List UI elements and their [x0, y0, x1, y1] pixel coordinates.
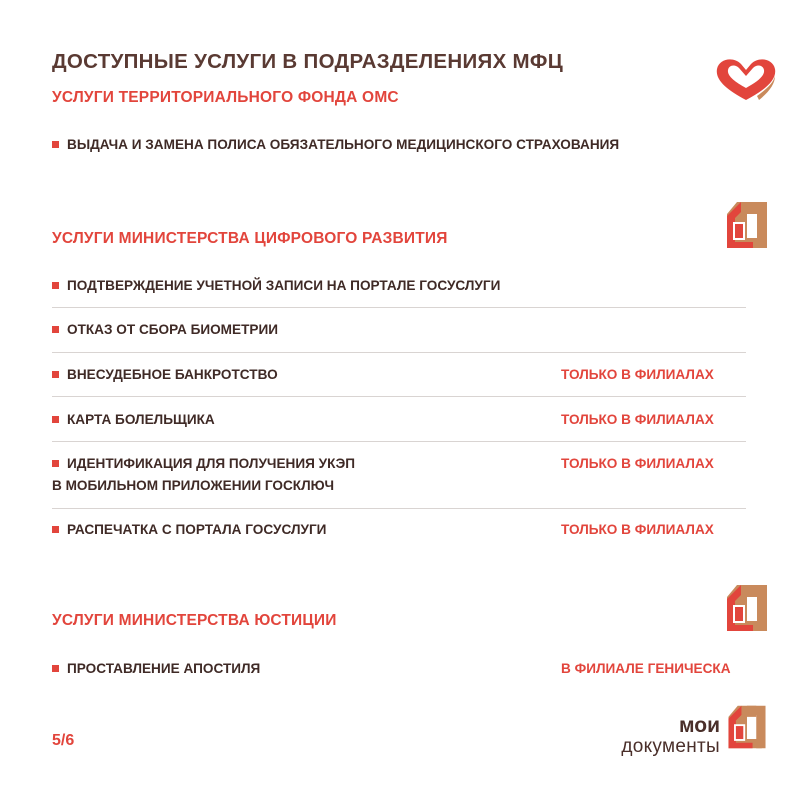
item-label: ОТКАЗ ОТ СБОРА БИОМЕТРИИ [67, 322, 278, 337]
item-label: КАРТА БОЛЕЛЬЩИКА [67, 412, 215, 427]
list-item [52, 658, 746, 680]
moi-dokumenty-logo-icon [724, 702, 770, 752]
heart-icon [713, 56, 779, 104]
bullet-icon [52, 460, 59, 467]
divider [52, 396, 746, 397]
item-label: ВНЕСУДЕБНОЕ БАНКРОТСТВО [67, 367, 278, 382]
item-note: ТОЛЬКО В ФИЛИАЛАХ [561, 456, 714, 471]
list-item [52, 275, 746, 297]
item-label: ИДЕНТИФИКАЦИЯ ДЛЯ ПОЛУЧЕНИЯ УКЭП [67, 456, 356, 471]
section-title-justice: УСЛУГИ МИНИСТЕРСТВА ЮСТИЦИИ [52, 612, 337, 629]
bullet-icon [52, 665, 59, 672]
moi-dokumenty-icon [723, 198, 771, 252]
section-title-digital: УСЛУГИ МИНИСТЕРСТВА ЦИФРОВОГО РАЗВИТИЯ [52, 230, 448, 247]
bullet-icon [52, 282, 59, 289]
bullet-icon [52, 416, 59, 423]
item-label: РАСПЕЧАТКА С ПОРТАЛА ГОСУСЛУГИ [67, 522, 327, 537]
logo-line2: документы [621, 736, 720, 757]
brand-logo-text [592, 716, 720, 758]
item-label: ВЫДАЧА И ЗАМЕНА ПОЛИСА ОБЯЗАТЕЛЬНОГО МЕДИЦИНСКОГО СТРАХОВАНИЯ [67, 137, 620, 152]
divider [52, 508, 746, 509]
list-item [52, 409, 746, 431]
logo-line1: мои [679, 714, 720, 737]
item-label: ПРОСТАВЛЕНИЕ АПОСТИЛЯ [67, 661, 261, 676]
item-note: ТОЛЬКО В ФИЛИАЛАХ [561, 522, 714, 537]
item-label-line2: В МОБИЛЬНОМ ПРИЛОЖЕНИИ ГОСКЛЮЧ [52, 478, 335, 493]
list-item [52, 519, 746, 541]
list-item [52, 319, 746, 341]
list-item [52, 364, 746, 386]
bullet-icon [52, 326, 59, 333]
divider [52, 307, 746, 308]
list-item [52, 453, 746, 497]
bullet-icon [52, 526, 59, 533]
bullet-icon [52, 371, 59, 378]
item-label: ПОДТВЕРЖДЕНИЕ УЧЕТНОЙ ЗАПИСИ НА ПОРТАЛЕ ГОСУСЛУГИ [67, 278, 501, 293]
section-title-oms: УСЛУГИ ТЕРРИТОРИАЛЬНОГО ФОНДА ОМС [52, 89, 399, 106]
page-title: ДОСТУПНЫЕ УСЛУГИ В ПОДРАЗДЕЛЕНИЯХ МФЦ [52, 50, 563, 73]
divider [52, 441, 746, 442]
moi-dokumenty-icon [723, 581, 771, 635]
list-item [52, 134, 746, 156]
page-number: 5/6 [52, 732, 75, 749]
item-note: ТОЛЬКО В ФИЛИАЛАХ [561, 412, 714, 427]
bullet-icon [52, 141, 59, 148]
item-note: ТОЛЬКО В ФИЛИАЛАХ [561, 367, 714, 382]
divider [52, 352, 746, 353]
item-note: В ФИЛИАЛЕ ГЕНИЧЕСКА [561, 661, 731, 676]
